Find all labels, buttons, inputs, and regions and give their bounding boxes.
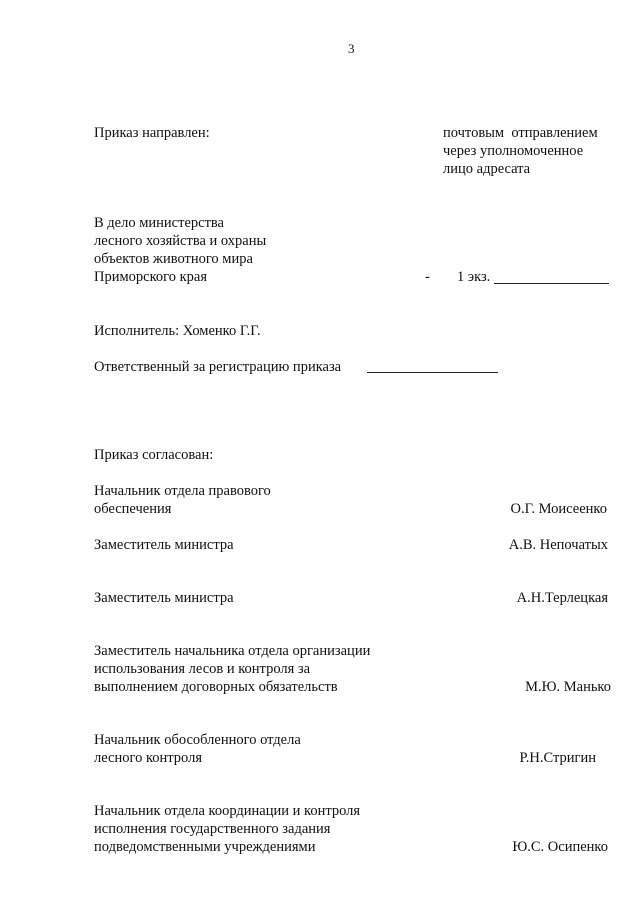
sent-method-line-1: почтовым отправлением [443,125,598,141]
file-line-1: В дело министерства [94,215,224,231]
executor-text: Исполнитель: Хоменко Г.Г. [94,323,261,339]
file-dash: - [425,269,430,285]
file-copies: 1 экз. [457,269,491,285]
signer-1-title-line-1: Начальник отдела правового [94,483,271,499]
file-line-3: объектов животного мира [94,251,253,267]
signer-1-name: О.Г. Моисеенко [510,501,607,517]
page-number: 3 [348,41,355,56]
registration-underline [367,372,498,373]
signer-1-title-line-2: обеспечения [94,501,172,517]
signer-4-title-line-1: Заместитель начальника отдела организации [94,643,371,659]
sent-label: Приказ направлен: [94,125,210,141]
signer-5-name: Р.Н.Стригин [519,750,596,766]
signer-5-title-line-2: лесного контроля [94,750,202,766]
sent-method-line-3: лицо адресата [443,161,531,177]
signer-3-name: А.Н.Терлецкая [516,590,608,606]
signer-6-name: Ю.С. Осипенко [512,839,608,855]
approval-heading: Приказ согласован: [94,447,214,463]
signer-4-title-line-3: выполнением договорных обязательств [94,679,338,695]
signer-6-title-line-2: исполнения государственного задания [94,821,331,837]
copies-underline [494,283,609,284]
signer-4-title-line-2: использования лесов и контроля за [94,661,311,677]
file-line-4: Приморского края [94,269,208,285]
signer-6-title-line-1: Начальник отдела координации и контроля [94,803,361,819]
signer-3-title: Заместитель министра [94,590,234,606]
signer-6-title-line-3: подведомственными учреждениями [94,839,316,855]
signer-4-name: М.Ю. Манько [525,679,611,695]
signer-2-title: Заместитель министра [94,537,234,553]
signer-2-name: А.В. Непочатых [508,537,608,553]
sent-method-line-2: через уполномоченное [443,143,584,159]
signer-5-title-line-1: Начальник обособленного отдела [94,732,301,748]
file-line-2: лесного хозяйства и охраны [94,233,267,249]
registration-label: Ответственный за регистрацию приказа [94,359,342,375]
